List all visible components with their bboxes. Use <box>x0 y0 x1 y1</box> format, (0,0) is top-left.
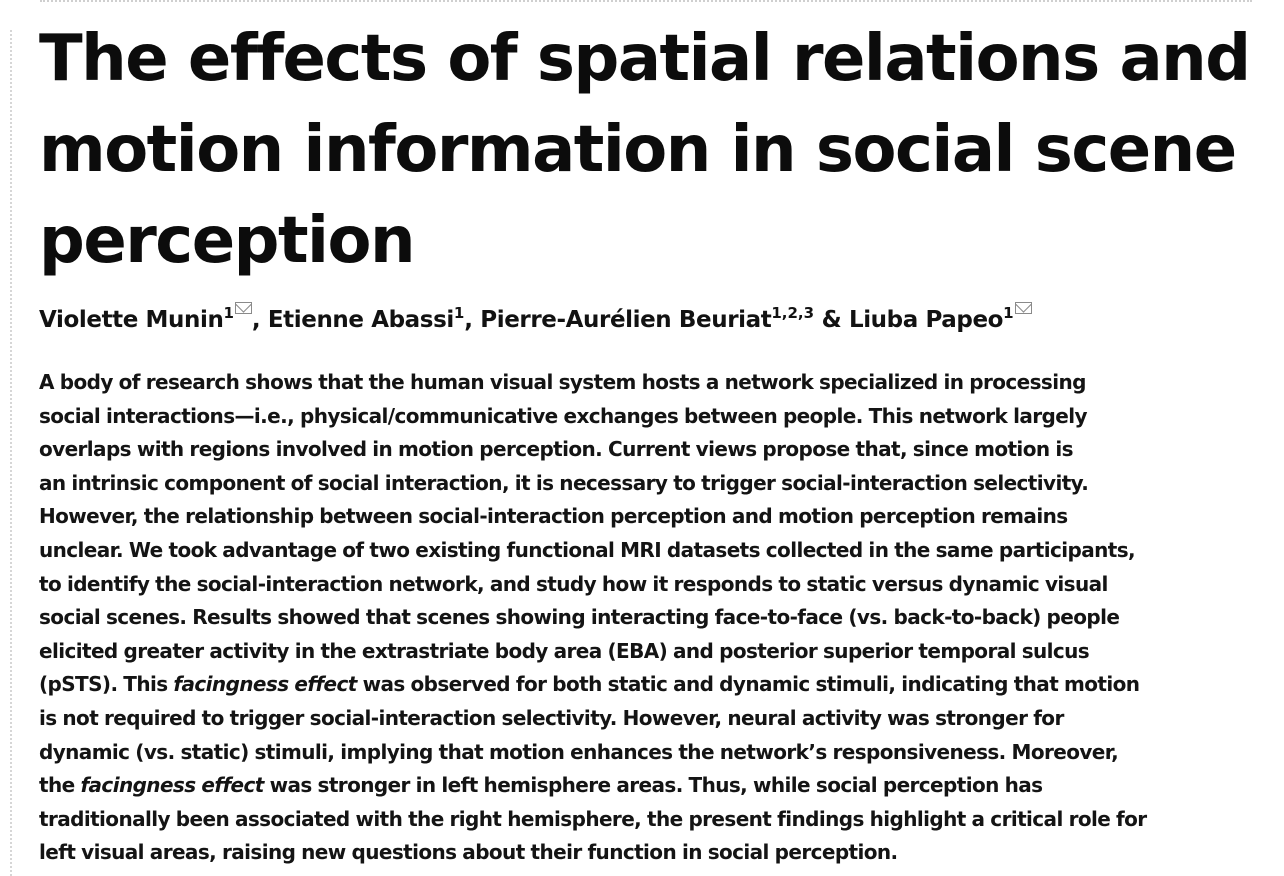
abstract-text: was stronger in left hemisphere areas. Thus, while social perception has <box>263 773 1043 798</box>
author[interactable] <box>39 304 252 333</box>
author-affiliation: 1,2,3 <box>771 304 815 322</box>
author-name: Violette Munin <box>39 307 224 333</box>
abstract-line <box>39 803 1254 837</box>
title-line: perception <box>39 204 414 278</box>
author-affiliation: 1 <box>1003 304 1014 322</box>
abstract-line <box>39 467 1254 501</box>
abstract-line <box>39 736 1254 770</box>
abstract-text: social scenes. Results showed that scenes showing interacting face-to-face (vs. back-to-back) people <box>39 605 1120 630</box>
abstract-line <box>39 836 1254 870</box>
paper-title <box>39 14 1254 287</box>
abstract-line <box>39 702 1254 736</box>
author-name: Liuba Papeo <box>848 307 1004 333</box>
abstract-text: dynamic (vs. static) stimuli, implying that motion enhances the network’s responsiveness. Moreover, <box>39 739 1119 764</box>
author-name: Etienne Abassi <box>267 307 454 333</box>
abstract-text: traditionally been associated with the right hemisphere, the present findings highlight a critical role for <box>39 806 1147 831</box>
author[interactable] <box>848 304 1032 333</box>
mail-envelope-icon[interactable] <box>235 302 252 314</box>
mail-envelope-icon[interactable] <box>1015 302 1032 314</box>
author[interactable] <box>480 304 815 333</box>
author-list <box>39 302 1254 336</box>
abstract-text: A body of research shows that the human visual system hosts a network specialized in processing <box>39 370 1086 394</box>
abstract-text: the <box>39 773 81 798</box>
abstract-emphasis: facingness effect <box>173 672 357 697</box>
abstract-line <box>39 400 1254 434</box>
abstract-text: overlaps with regions involved in motion perception. Current views propose that, since motion is <box>39 437 1073 462</box>
left-dotted-rule <box>10 30 12 876</box>
abstract-line <box>39 601 1254 635</box>
author-name: Pierre-Aurélien Beuriat <box>480 307 772 333</box>
abstract-line <box>39 500 1254 534</box>
abstract-emphasis: facingness effect <box>80 773 264 798</box>
abstract-line <box>39 668 1254 702</box>
abstract-text: (pSTS). This <box>39 672 174 697</box>
abstract-text: an intrinsic component of social interaction, it is necessary to trigger social-interaction selectivity. <box>39 470 1089 495</box>
author-affiliation: 1 <box>453 304 465 322</box>
top-dotted-rule <box>40 0 1252 2</box>
abstract-text: elicited greater activity in the extrastriate body area (EBA) and posterior superior temporal sulcus <box>39 638 1090 663</box>
abstract <box>39 366 1254 870</box>
author-separator: , <box>251 307 268 333</box>
abstract-text: However, the relationship between social-interaction perception and motion perception remains <box>39 504 1068 529</box>
abstract-text: unclear. We took advantage of two existing functional MRI datasets collected in the same participants, <box>39 537 1136 562</box>
abstract-line <box>39 635 1254 669</box>
abstract-line <box>39 769 1254 803</box>
abstract-text: to identify the social-interaction network, and study how it responds to static versus dynamic visual <box>39 571 1108 596</box>
author-separator: , <box>464 307 481 333</box>
author[interactable] <box>267 304 465 333</box>
abstract-line <box>39 568 1254 602</box>
title-line: The effects of spatial relations and <box>39 22 1250 96</box>
paper-header <box>39 14 1254 870</box>
abstract-text: left visual areas, raising new questions about their function in social perception. <box>39 840 898 865</box>
author-affiliation: 1 <box>223 304 234 322</box>
abstract-line <box>39 433 1254 467</box>
author-separator: & <box>814 307 849 333</box>
abstract-text: was observed for both static and dynamic stimuli, indicating that motion <box>356 672 1140 697</box>
abstract-text: social interactions—i.e., physical/communicative exchanges between people. This network largely <box>39 403 1087 428</box>
abstract-line <box>39 534 1254 568</box>
abstract-line <box>39 366 1254 400</box>
abstract-text: is not required to trigger social-interaction selectivity. However, neural activity was stronger for <box>39 705 1064 730</box>
title-line: motion information in social scene <box>39 113 1236 187</box>
